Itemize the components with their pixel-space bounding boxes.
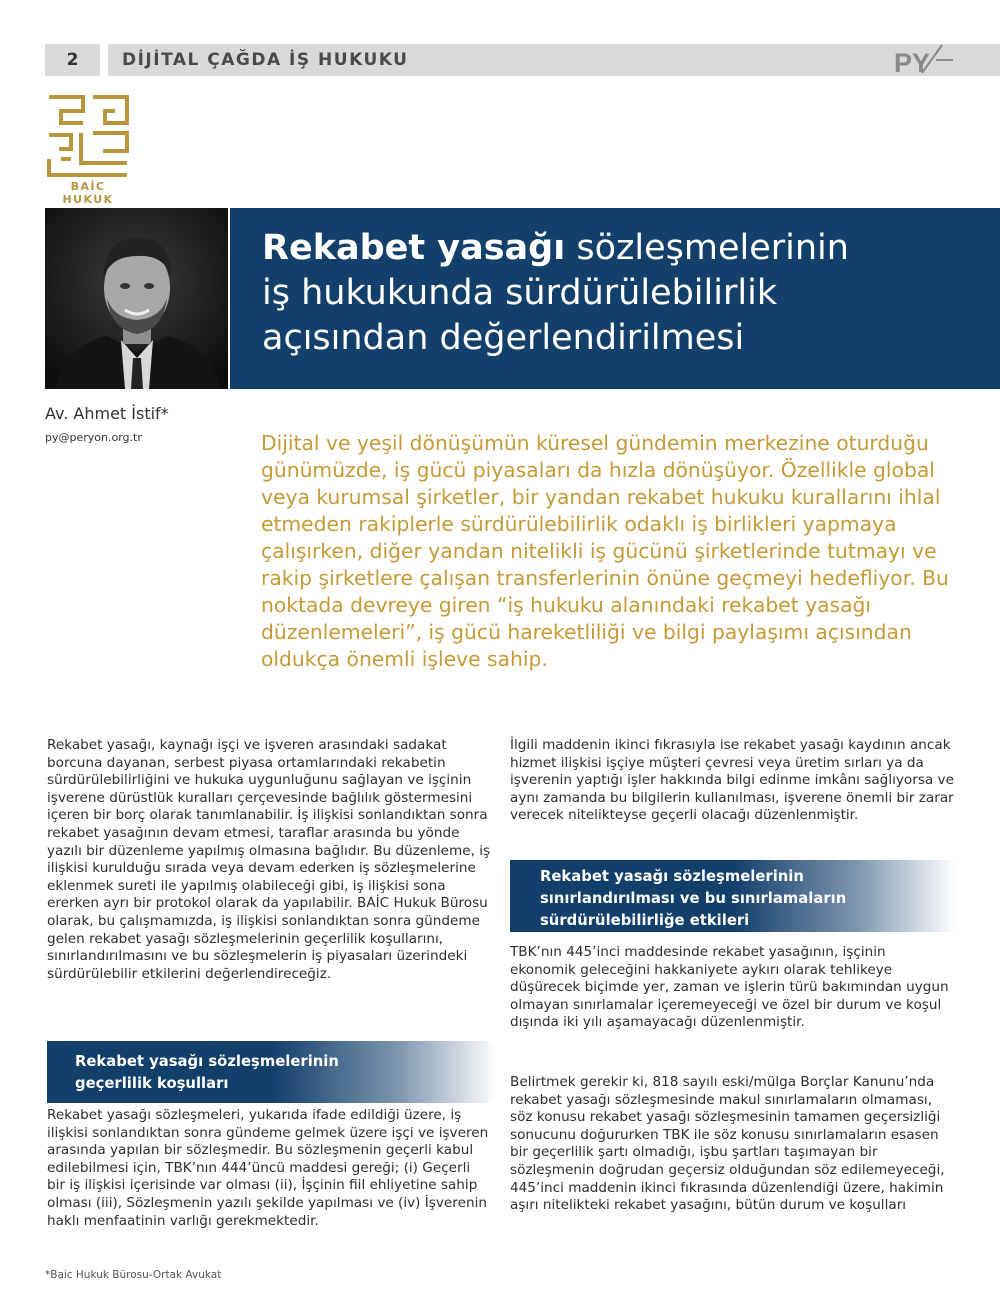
title-line1-rest: sözleşmelerinin	[565, 228, 849, 268]
title-line3: açısından değerlendirilmesi	[262, 318, 745, 358]
author-email: py@peryon.org.tr	[45, 431, 142, 444]
article-title	[262, 226, 982, 361]
subheading-line: sürdürülebilirliğe etkileri	[540, 912, 750, 929]
title-bold: Rekabet yasağı	[262, 228, 566, 268]
body-paragraph: Belirtmek gerekir ki, 818 sayılı eski/mülga Borçlar Kanunu’nda rekabet yasağı sözleşmesinde makul sınırlamaların olmaması, söz konusu rekabet yasağı sözleşmesinin tamamen geçersizliği sonucunu doğururken TBK ile söz konusu sınırlamaların esasen bir geçerlilik şartı olmadığı, işbu şartları taşımayan bir sözleşmenin doğrudan geçersiz olduğundan söz edilemeyeceği, 445’inci maddenin ikinci fıkrasında düzenlendiği üzere, hakimin aşırı nitelikteki rekabet yasağını, bütün durum ve koşulları	[510, 1074, 945, 1214]
footnote: *Baic Hukuk Bürosu-Ortak Avukat	[45, 1269, 222, 1281]
subheading-validity	[47, 1041, 497, 1103]
py-logo-icon	[892, 42, 954, 76]
author-name: Av. Ahmet İstif*	[45, 404, 169, 423]
subheading-line: Rekabet yasağı sözleşmelerinin	[540, 868, 804, 885]
subheading-line: sınırlandırılması ve bu sınırlamaların	[540, 890, 847, 907]
body-paragraph: TBK’nın 445’inci maddesinde rekabet yasağının, işçinin ekonomik geleceğini hakkaniyete aykırı olarak tehlikeye düşürecek biçimde yer, zaman ve işlerin türü bakımından uygun olmayan sınırlamalar içeremeyeceği ve özel bir durum ve koşul dışında iki yılı aşamayacağı düzenlenmiştir.	[510, 944, 949, 1031]
subheading-line: geçerlilik koşulları	[75, 1075, 229, 1092]
body-paragraph: Rekabet yasağı sözleşmeleri, yukarıda ifade edildiği üzere, iş ilişkisi sonlandıktan sonra gündeme gelmek üzere işçi ve işveren arasında yapılan bir sözleşmedir. Bu sözleşmenin geçerli kabul edilebilmesi için, TBK’nın 444’üncü maddesi gereği; (i) Geçerli bir iş ilişkisi içerisinde var olması (ii), İşçinin fiil ehliyetine sahip olması (iii), Sözleşmenin yazılı şekilde yapılması ve (iv) İşverenin haklı menfaatinin varlığı gerekmektedir.	[47, 1107, 489, 1229]
author-portrait	[45, 208, 228, 389]
baic-kufic-logo-icon	[45, 93, 131, 179]
title-line2: iş hukukunda sürdürülebilirlik	[262, 273, 778, 313]
brand-name: BAİC HUKUK	[62, 180, 114, 206]
page-number: 2	[45, 44, 100, 76]
subheading-limitations	[510, 860, 955, 932]
subheading-line: Rekabet yasağı sözleşmelerinin	[75, 1053, 339, 1070]
lead-paragraph: Dijital ve yeşil dönüşümün küresel gündemin merkezine oturduğu günümüzde, iş gücü piyasaları da hızla dönüşüyor. Özellikle global veya kurumsal şirketler, bir yandan rekabet hukuku kurallarını ihlal etmeden rakiplerle sürdürülebilirlik odaklı iş birlikleri yapmaya çalışırken, diğer yandan nitelikli iş gücünü şirketlerinde tutmayı ve rakip şirketlere çalışan transferlerinin önüne geçmeyi hedefliyor. Bu noktada devreye giren “iş hukuku alanındaki rekabet yasağı düzenlemeleri”, iş gücü hareketliliği ve bilgi paylaşımı açısından oldukça önemli işleve sahip.	[261, 431, 949, 671]
body-paragraph: Rekabet yasağı, kaynağı işçi ve işveren arasındaki sadakat borcuna dayanan, serbest piyasa ortamlarındaki rekabetin sürdürülebilirliğini ve hukuka uygunluğunu sağlayan ve işçinin işverene dürüstlük kuralları çerçevesinde bağlılık göstermesini içeren bir borç olarak tanımlanabilir. İş ilişkisi sonlandıktan sonra rekabet yasağının devam etmesi, taraflar arasında bu yönde yazılı bir düzenleme yapılmış olmasına bağlıdır. Bu düzenleme, iş ilişkisi kurulduğu sırada veya devam ederken iş sözleşmelerine eklenmek sureti ile yapılmış olabileceği gibi, iş ilişkisi sona ererken ayrı bir protokol olarak da yapılabilir. BAİC Hukuk Bürosu olarak, bu çalışmamızda, iş ilişkisi sonlandıktan sonra gündeme gelen rekabet yasağı sözleşmelerinin geçerlilik koşullarını, sınırlandırılmasını ve bu sözleşmelerin iş piyasaları üzerindeki sürdürülebilir etkilerini değerlendireceğiz.	[47, 737, 491, 982]
body-paragraph: İlgili maddenin ikinci fıkrasıyla ise rekabet yasağı kaydının ancak hizmet ilişkisi işçiye müşteri çevresi veya üretim sırları ya da işverenin yaptığı işler hakkında bilgi edinme imkânı sağlıyorsa ve aynı zamanda bu bilgilerin kullanılması, işverene önemli bir zarar verecek nitelikteyse geçerli olacağı düzenlenmiştir.	[510, 737, 954, 824]
svg-text:PY: PY	[894, 48, 931, 76]
section-title: DİJİTAL ÇAĞDA İŞ HUKUKU	[122, 50, 409, 70]
